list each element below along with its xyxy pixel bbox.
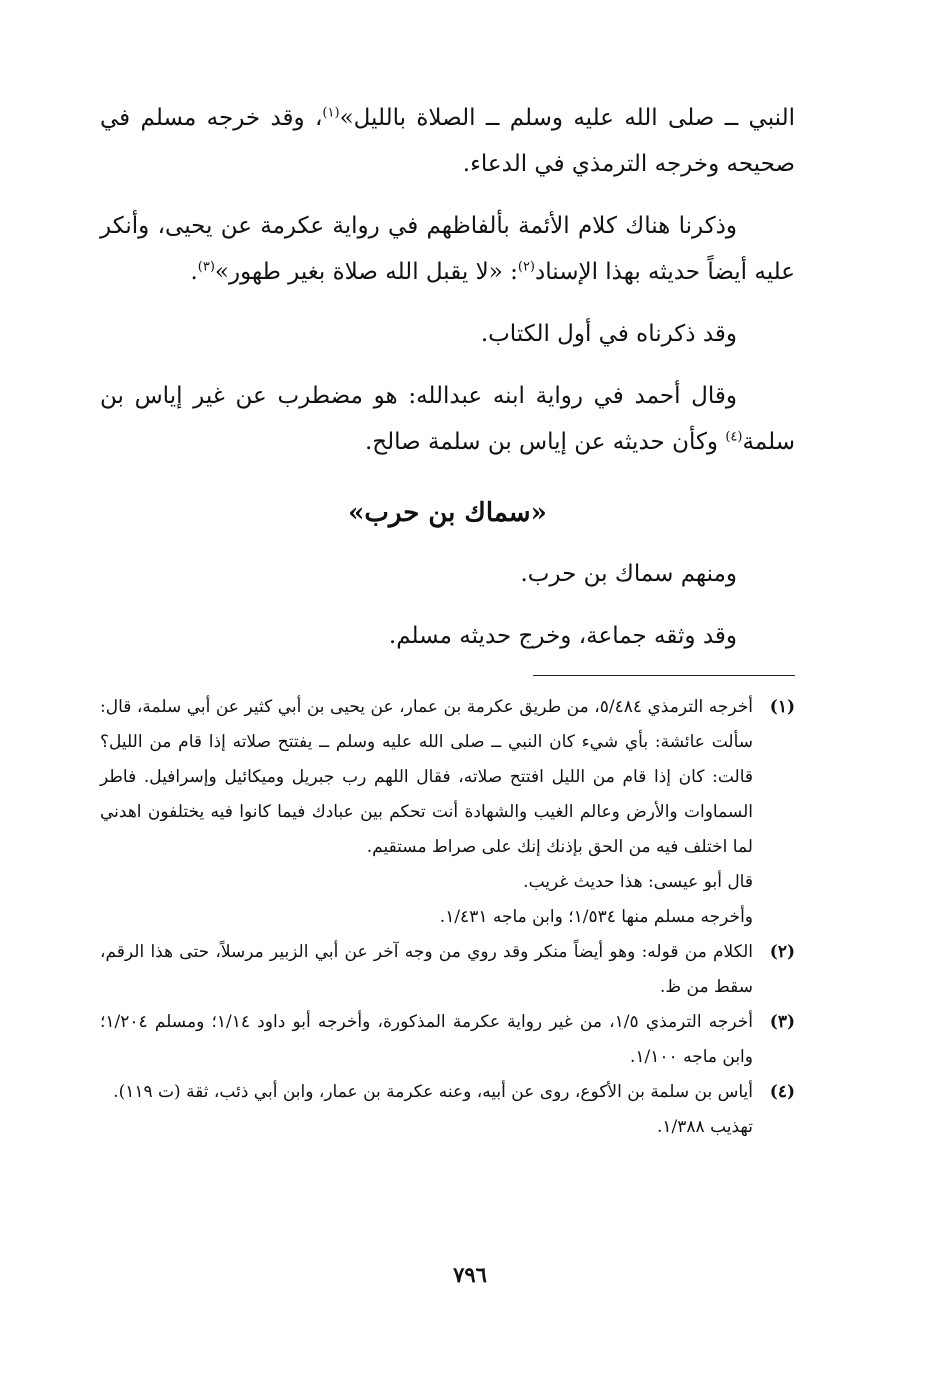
footnote-number: (١): [769, 697, 795, 717]
footnote-ref-2[interactable]: (٢): [517, 259, 535, 275]
footnote-line: قال أبو عيسى: هذا حديث غريب.: [523, 872, 753, 892]
footnotes-section: [100, 690, 795, 1145]
footnote-2: [100, 935, 795, 1005]
footnote-1: [100, 690, 795, 935]
paragraph-1-text: النبي ــ صلى الله عليه وسلم ــ الصلاة بالليل»: [339, 105, 795, 131]
footnote-ref-3[interactable]: (٣): [197, 259, 215, 275]
footnote-4: [100, 1075, 795, 1145]
footnote-number: (٣): [769, 1012, 795, 1032]
paragraph-4: [100, 373, 795, 465]
footnote-line: وأخرجه مسلم منها ١/٥٣٤؛ وابن ماجه ١/٤٣١.: [439, 907, 753, 927]
footnote-line: تهذيب ١/٣٨٨.: [657, 1117, 753, 1137]
paragraph-1: [100, 95, 795, 187]
section-heading: «سماك بن حرب»: [348, 498, 547, 528]
paragraph-1-continuation: ، وقد خرجه مسلم في صحيحه وخرجه الترمذي في الدعاء.: [100, 105, 795, 177]
paragraph-2: [100, 203, 795, 295]
footnote-ref-4[interactable]: (٤): [725, 429, 743, 445]
paragraph-4-continuation: وكأن حديثه عن إياس بن سلمة صالح.: [365, 429, 726, 455]
paragraph-2-text: وذكرنا هناك كلام الأئمة بألفاظهم في رواية عكرمة عن يحيى، وأنكر عليه أيضاً حديثه بهذا الإسناد: [100, 213, 795, 285]
paragraph-2-quote: : «لا يقبل الله صلاة بغير طهور»: [214, 259, 518, 285]
main-text: [100, 95, 795, 675]
footnote-number: (٢): [769, 942, 795, 962]
page-number: ٧٩٦: [453, 1262, 487, 1287]
footnote-text: [100, 1005, 753, 1075]
paragraph-6: وقد وثقه جماعة، وخرج حديثه مسلم.: [388, 623, 737, 649]
paragraph-5: ومنهم سماك بن حرب.: [520, 561, 737, 587]
footnote-text: [100, 1075, 753, 1145]
footnote-line: أياس بن سلمة بن الأكوع، روى عن أبيه، وعنه عكرمة بن عمار، وابن أبي ذئب، ثقة (ت ١١٩).: [113, 1082, 753, 1102]
footnote-ref-1[interactable]: (١): [322, 105, 340, 121]
footnote-number: (٤): [769, 1082, 795, 1102]
paragraph-3: وقد ذكرناه في أول الكتاب.: [480, 321, 737, 347]
footnote-line: الكلام من قوله: وهو أيضاً منكر وقد روي من وجه آخر عن أبي الزبير مرسلاً، حتى هذا الرقم، سقط من ظ.: [100, 942, 753, 997]
paragraph-2-end: .: [190, 259, 198, 285]
footnote-text: [100, 690, 753, 935]
footnote-line: أخرجه الترمذي ٥/٤٨٤، من طريق عكرمة بن عمار، عن يحيى بن أبي كثير عن أبي سلمة، قال: سألت عائشة: بأي شيء كان النبي ــ صلى الله عليه وسلم ــ يفتتح صلاته إذا قام من الليل؟ قالت: كان إذا قام من الليل افتتح صلاته، فقال اللهم رب جبريل وميكائيل وإسرافيل. فاطر السماوات والأرض وعالم الغيب والشهادة أنت تحكم بين عبادك فيما كانوا فيه يختلفون اهدني لما اختلف فيه من الحق بإذنك إنك على صراط مستقيم.: [100, 697, 753, 857]
paragraph-4-text: وقال أحمد في رواية ابنه عبدالله: هو مضطرب عن غير إياس بن سلمة: [100, 383, 795, 455]
footnote-divider: [533, 675, 795, 676]
footnote-3: [100, 1005, 795, 1075]
footnote-text: [100, 935, 753, 1005]
footnote-line: أخرجه الترمذي ١/٥، من غير رواية عكرمة المذكورة، وأخرجه أبو داود ١/١٤؛ ومسلم ١/٢٠٤؛ وابن ماجه ١/١٠٠.: [100, 1012, 753, 1067]
